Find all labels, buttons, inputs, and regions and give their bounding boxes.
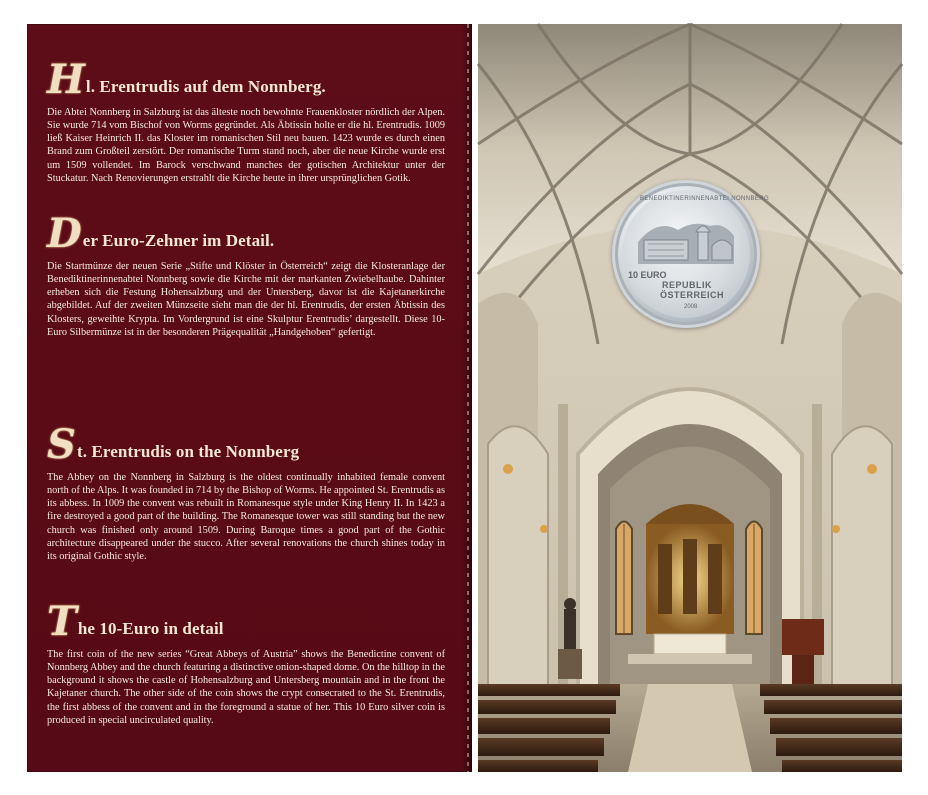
drop-cap-initial: H bbox=[47, 56, 85, 103]
section-heading bbox=[47, 598, 445, 645]
coin-country-line1: REPUBLIK bbox=[662, 280, 713, 290]
section-english-coin-detail bbox=[47, 598, 445, 727]
text-panel bbox=[27, 24, 472, 772]
section-body: The first coin of the new series “Great Abbeys of Austria” shows the Benedictine convent of Nonnberg Abbey and the church featuring a distinctive onion-shaped dome. On the hilltop in the background it shows the castle of Hohensalzburg and Untersberg mountain and in the front the Kajetaner church. The other side of the coin shows the crypt consecrated to the St. Erentrudis, the first abbess of the convent and in the foreground a statue of her. This 10 Euro silver coin is produced in special uncirculated quality. bbox=[47, 649, 445, 726]
section-english-history bbox=[47, 421, 445, 563]
section-heading bbox=[47, 210, 445, 257]
section-heading bbox=[47, 56, 445, 103]
church-illustration bbox=[478, 24, 902, 772]
drop-cap-initial: T bbox=[47, 598, 77, 645]
heading-text: he 10-Euro in detail bbox=[77, 619, 224, 638]
coin-face bbox=[622, 190, 770, 318]
coin-country-line2: ÖSTERREICH bbox=[660, 290, 725, 300]
heading-text: t. Erentrudis on the Nonnberg bbox=[77, 442, 300, 461]
abbey-relief-icon bbox=[638, 212, 734, 264]
section-body: The Abbey on the Nonnberg in Salzburg is the oldest continually inhabited female convent north of the Alps. It was founded in 714 by the Bishop of Worms. He appointed St. Erentrudis as its abbess. In 1009 the convent was rebuilt in Romanesque style under King Henry II. In 1423 a fire destroyed a good part of the building. The Romanesque tower was still standing but the new church was finished only around 1509. During Baroque times a good part of the Gothic architecture disappeared under the stucco. After several renovations the church shines today in its original Gothic style. bbox=[47, 472, 445, 562]
section-heading bbox=[47, 421, 445, 468]
coin-inscription: BENEDIKTINERINNENABTEI NONNBERG bbox=[640, 196, 770, 202]
church-interior-image bbox=[478, 24, 902, 772]
silver-coin-image bbox=[612, 180, 770, 328]
coin-value: 10 EURO bbox=[628, 270, 667, 280]
heading-text: er Euro-Zehner im Detail. bbox=[82, 231, 275, 250]
section-german-coin-detail bbox=[47, 210, 445, 339]
heading-text: l. Erentrudis auf dem Nonnberg. bbox=[85, 77, 326, 96]
section-german-history bbox=[47, 56, 445, 185]
perforation-line bbox=[467, 24, 469, 772]
drop-cap-initial: D bbox=[47, 210, 82, 257]
drop-cap-initial: S bbox=[47, 421, 76, 468]
coin-year: 2008 bbox=[684, 304, 698, 310]
section-body: Die Abtei Nonnberg in Salzburg ist das älteste noch bewohnte Frauenkloster nördlich der Alpen. Sie wurde 714 vom Bischof von Worms gegründet. Als Äbtissin holte er die hl. Erentrudis. 1009 ließ Kaiser Heinrich II. das Kloster im romanischen Stil neu bauen. 1423 wurde es durch einen Brand zum Großteil zerstört. Der romanische Turm stand noch, aber die neue Kirche wurde erst um 1509 vollendet. Im Barock verschwand manches der gotischen Architektur unter der Stuckatur. Nach Renovierungen erstrahlt die Kirche heute in ihrer ursprünglichen Gotik. bbox=[47, 107, 445, 184]
section-body: Die Startmünze der neuen Serie „Stifte und Klöster in Österreich“ zeigt die Klosteranlage der Benediktinerinnenabtei Nonnberg sowie die Kirche mit der markanten Zwiebelhaube. Dahinter erheben sich die Festung Hohensalzburg und der Untersberg, davor ist die Kajetanerkirche abgebildet. Auf der zweiten Münzseite sieht man die der hl. Erentrudis, der ersten Äbtissin des Klosters, geweihte Krypta. Im Vordergrund ist eine Skulptur Erentrudis’ dargestellt. Diese 10-Euro Silbermünze ist in der besonderen Prägequalität „Handgehoben“ gefertigt. bbox=[47, 261, 445, 338]
